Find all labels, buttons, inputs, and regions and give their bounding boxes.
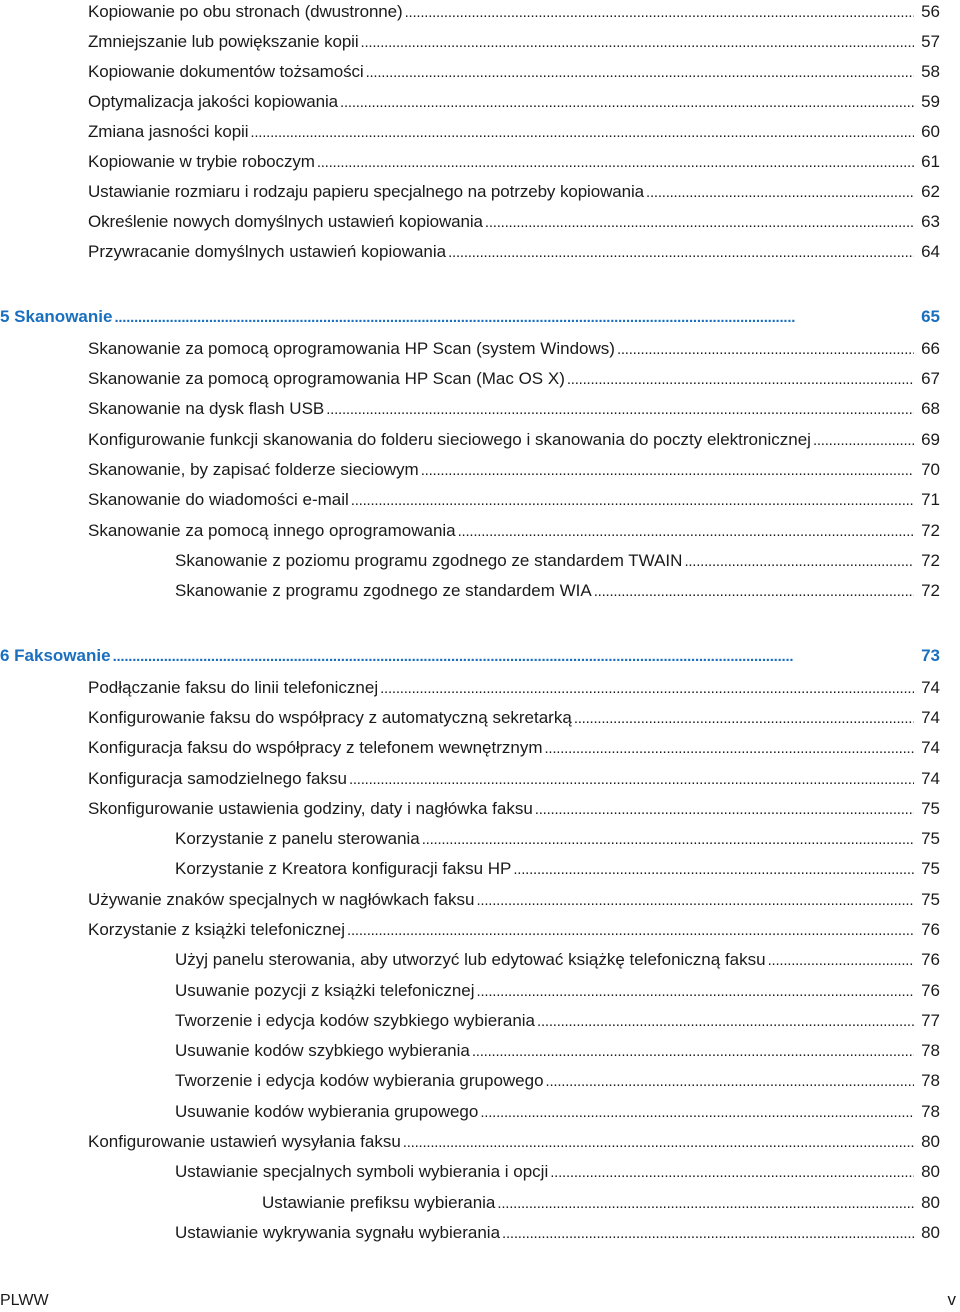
toc-entry-page-number: 78 xyxy=(921,1071,940,1090)
toc-entry-title: Skanowanie na dysk flash USB xyxy=(88,399,325,418)
toc-dot-leader xyxy=(340,90,914,114)
toc-entry-page-number: 75 xyxy=(921,829,940,848)
toc-entry-title: Tworzenie i edycja kodów szybkiego wybierania xyxy=(175,1011,536,1030)
toc-dot-leader xyxy=(513,857,914,881)
toc-entry-page-number: 73 xyxy=(921,646,940,665)
toc-entry[interactable] xyxy=(88,210,940,234)
toc-dot-leader xyxy=(567,367,914,391)
toc-entry-page-number: 59 xyxy=(921,92,940,111)
toc-entry-page-number: 74 xyxy=(921,708,940,727)
toc-dot-leader xyxy=(421,458,914,482)
toc-dot-leader xyxy=(349,767,914,791)
toc-entry-title: Skanowanie do wiadomości e-mail xyxy=(88,490,349,509)
toc-dot-leader xyxy=(250,120,914,144)
toc-entry[interactable] xyxy=(175,1160,940,1184)
toc-entry[interactable] xyxy=(175,948,940,972)
toc-dot-leader xyxy=(113,644,914,668)
toc-entry-page-number: 68 xyxy=(921,399,940,418)
toc-entry-title: Skanowanie z poziomu programu zgodnego ze standardem TWAIN xyxy=(175,551,683,570)
toc-entry-page-number: 57 xyxy=(921,32,940,51)
toc-dot-leader xyxy=(594,579,914,603)
toc-entry-title: Skanowanie za pomocą oprogramowania HP Scan (system Windows) xyxy=(88,339,615,358)
toc-entry[interactable] xyxy=(88,240,940,264)
toc-entry-title: 5 Skanowanie xyxy=(0,307,113,326)
toc-entry-page-number: 56 xyxy=(921,2,940,21)
toc-entry-title: Ustawianie wykrywania sygnału wybierania xyxy=(175,1223,501,1242)
toc-dot-leader xyxy=(380,676,914,700)
toc-dot-leader xyxy=(448,240,914,264)
toc-entry-page-number: 74 xyxy=(921,738,940,757)
toc-entry-page-number: 64 xyxy=(921,242,940,261)
toc-entry-title: Korzystanie z Kreatora konfiguracji faksu HP xyxy=(175,859,512,878)
toc-entry-page-number: 58 xyxy=(921,62,940,81)
toc-entry-title: Zmniejszanie lub powiększanie kopii xyxy=(88,32,359,51)
toc-entry-page-number: 75 xyxy=(921,890,940,909)
toc-entry[interactable] xyxy=(175,979,940,1003)
toc-entry[interactable] xyxy=(88,60,940,84)
toc-dot-leader xyxy=(545,736,915,760)
toc-dot-leader xyxy=(422,827,914,851)
toc-entry[interactable] xyxy=(175,1100,940,1124)
toc-entry-title: Optymalizacja jakości kopiowania xyxy=(88,92,339,111)
toc-dot-leader xyxy=(485,210,914,234)
toc-entry[interactable] xyxy=(88,367,940,391)
toc-entry[interactable] xyxy=(175,1009,940,1033)
toc-entry-page-number: 66 xyxy=(921,339,940,358)
toc-entry-page-number: 67 xyxy=(921,369,940,388)
toc-entry-title: Skanowanie, by zapisać folderze sieciowym xyxy=(88,460,419,479)
toc-entry-page-number: 80 xyxy=(921,1132,940,1151)
toc-entry-title: Tworzenie i edycja kodów wybierania grupowego xyxy=(175,1071,544,1090)
toc-entry-title: Usuwanie kodów wybierania grupowego xyxy=(175,1102,479,1121)
toc-dot-leader xyxy=(684,549,914,573)
toc-entry-page-number: 62 xyxy=(921,182,940,201)
toc-entry-title: Zmiana jasności kopii xyxy=(88,122,249,141)
toc-entry[interactable] xyxy=(88,676,940,700)
toc-dot-leader xyxy=(617,337,914,361)
toc-entry-title: Usuwanie pozycji z książki telefonicznej xyxy=(175,981,475,1000)
toc-entry-title: Ustawianie prefiksu wybierania xyxy=(262,1193,496,1212)
toc-entry[interactable] xyxy=(88,397,940,421)
toc-entry[interactable] xyxy=(88,120,940,144)
toc-dot-leader xyxy=(405,0,914,24)
toc-dot-leader xyxy=(347,918,914,942)
toc-entry-page-number: 63 xyxy=(921,212,940,231)
toc-dot-leader xyxy=(366,60,914,84)
toc-entry[interactable] xyxy=(175,579,940,603)
toc-dot-leader xyxy=(472,1039,914,1063)
toc-entry-title: Określenie nowych domyślnych ustawień kopiowania xyxy=(88,212,483,231)
toc-entry-page-number: 75 xyxy=(921,859,940,878)
toc-entry-title: Ustawianie rozmiaru i rodzaju papieru specjalnego na potrzeby kopiowania xyxy=(88,182,645,201)
toc-entry-title: 6 Faksowanie xyxy=(0,646,111,665)
toc-entry-page-number: 78 xyxy=(921,1102,940,1121)
toc-entry-page-number: 65 xyxy=(921,307,940,326)
toc-entry[interactable] xyxy=(88,30,940,54)
toc-dot-leader xyxy=(476,888,914,912)
toc-entry[interactable] xyxy=(88,180,940,204)
toc-dot-leader xyxy=(361,30,914,54)
toc-dot-leader xyxy=(574,706,914,730)
toc-entry[interactable] xyxy=(175,857,940,881)
toc-entry[interactable] xyxy=(88,736,940,760)
toc-entry-page-number: 74 xyxy=(921,678,940,697)
toc-entry-title: Skanowanie za pomocą innego oprogramowania xyxy=(88,521,456,540)
toc-dot-leader xyxy=(480,1100,914,1124)
toc-dot-leader xyxy=(326,397,914,421)
toc-dot-leader xyxy=(537,1009,914,1033)
toc-chapter-entry[interactable] xyxy=(0,644,940,668)
toc-entry-page-number: 80 xyxy=(921,1223,940,1242)
toc-entry-title: Przywracanie domyślnych ustawień kopiowania xyxy=(88,242,447,261)
toc-entry-page-number: 60 xyxy=(921,122,940,141)
toc-entry-page-number: 76 xyxy=(921,950,940,969)
toc-entry-title: Podłączanie faksu do linii telefonicznej xyxy=(88,678,379,697)
toc-entry[interactable] xyxy=(88,90,940,114)
toc-dot-leader xyxy=(477,979,914,1003)
toc-entry[interactable] xyxy=(175,827,940,851)
toc-entry-title: Korzystanie z panelu sterowania xyxy=(175,829,420,848)
toc-entry[interactable] xyxy=(88,337,940,361)
toc-entry-page-number: 75 xyxy=(921,799,940,818)
toc-entry[interactable] xyxy=(88,150,940,174)
toc-entry[interactable] xyxy=(88,797,940,821)
toc-entry-title: Konfiguracja samodzielnego faksu xyxy=(88,769,347,788)
toc-entry[interactable] xyxy=(88,488,940,512)
toc-dot-leader xyxy=(535,797,914,821)
toc-entry-title: Skonfigurowanie ustawienia godziny, daty i nagłówka faksu xyxy=(88,799,533,818)
toc-entry-title: Użyj panelu sterowania, aby utworzyć lub edytować książkę telefoniczną faksu xyxy=(175,950,766,969)
toc-entry-page-number: 61 xyxy=(921,152,940,171)
toc-entry-page-number: 71 xyxy=(921,490,940,509)
toc-entry[interactable] xyxy=(88,1130,940,1154)
toc-entry-page-number: 72 xyxy=(921,581,940,600)
toc-entry-title: Kopiowanie w trybie roboczym xyxy=(88,152,315,171)
toc-entry-title: Kopiowanie dokumentów tożsamości xyxy=(88,62,364,81)
toc-entry[interactable] xyxy=(88,458,940,482)
toc-entry-page-number: 76 xyxy=(921,981,940,1000)
toc-dot-leader xyxy=(497,1191,914,1215)
toc-entry-title: Konfigurowanie faksu do współpracy z automatyczną sekretarką xyxy=(88,708,572,727)
toc-entry[interactable] xyxy=(262,1191,940,1215)
toc-entry-title: Usuwanie kodów szybkiego wybierania xyxy=(175,1041,470,1060)
toc-entry[interactable] xyxy=(88,519,940,543)
toc-entry-page-number: 72 xyxy=(921,521,940,540)
toc-dot-leader xyxy=(646,180,914,204)
toc-dot-leader xyxy=(550,1160,914,1184)
toc-entry[interactable] xyxy=(88,428,940,452)
toc-entry-title: Ustawianie specjalnych symboli wybierania i opcji xyxy=(175,1162,549,1181)
toc-dot-leader xyxy=(458,519,914,543)
toc-entry-title: Konfigurowanie ustawień wysyłania faksu xyxy=(88,1132,401,1151)
toc-entry[interactable] xyxy=(88,0,940,24)
toc-entry-page-number: 76 xyxy=(921,920,940,939)
footer-page-number: v xyxy=(947,1290,956,1309)
toc-entry-page-number: 69 xyxy=(921,430,940,449)
toc-chapter-entry[interactable] xyxy=(0,305,940,329)
toc-entry-title: Używanie znaków specjalnych w nagłówkach faksu xyxy=(88,890,475,909)
toc-entry-page-number: 70 xyxy=(921,460,940,479)
toc-dot-leader xyxy=(768,948,914,972)
toc-dot-leader xyxy=(351,488,914,512)
toc-entry-title: Konfiguracja faksu do współpracy z telefonem wewnętrznym xyxy=(88,738,543,757)
toc-entry[interactable] xyxy=(175,1039,940,1063)
toc-dot-leader xyxy=(502,1221,914,1245)
toc-entry[interactable] xyxy=(88,767,940,791)
toc-entry-page-number: 72 xyxy=(921,551,940,570)
toc-entry-title: Konfigurowanie funkcji skanowania do folderu sieciowego i skanowania do poczty elektronicznej xyxy=(88,430,811,449)
footer-language-code: PLWW xyxy=(0,1292,49,1309)
toc-dot-leader xyxy=(114,305,914,329)
toc-dot-leader xyxy=(403,1130,914,1154)
toc-dot-leader xyxy=(813,428,914,452)
toc-entry-page-number: 80 xyxy=(921,1162,940,1181)
toc-dot-leader xyxy=(546,1069,914,1093)
toc-entry[interactable] xyxy=(88,918,940,942)
toc-entry-page-number: 78 xyxy=(921,1041,940,1060)
toc-entry[interactable] xyxy=(175,1069,940,1093)
toc-entry[interactable] xyxy=(88,706,940,730)
toc-entry-title: Korzystanie z książki telefonicznej xyxy=(88,920,346,939)
toc-entry-title: Kopiowanie po obu stronach (dwustronne) xyxy=(88,2,403,21)
toc-entry[interactable] xyxy=(175,549,940,573)
toc-entry[interactable] xyxy=(175,1221,940,1245)
toc-entry-page-number: 77 xyxy=(921,1011,940,1030)
toc-dot-leader xyxy=(317,150,914,174)
toc-entry[interactable] xyxy=(88,888,940,912)
toc-entry-page-number: 80 xyxy=(921,1193,940,1212)
toc-entry-page-number: 74 xyxy=(921,769,940,788)
toc-entry-title: Skanowanie z programu zgodnego ze standardem WIA xyxy=(175,581,592,600)
toc-entry-title: Skanowanie za pomocą oprogramowania HP Scan (Mac OS X) xyxy=(88,369,565,388)
